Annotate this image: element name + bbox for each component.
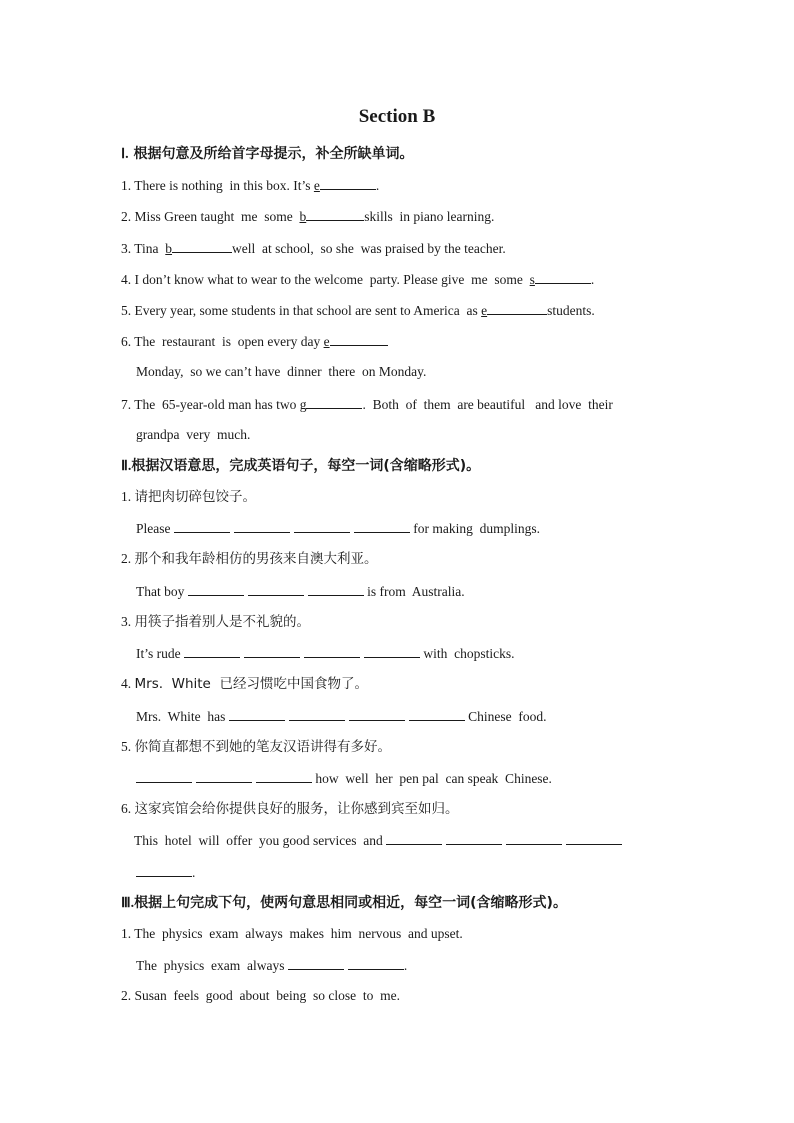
answer-blank[interactable] — [288, 957, 344, 970]
exercise-item — [121, 926, 463, 942]
answer-blank[interactable] — [320, 177, 376, 190]
answer-blank[interactable] — [566, 832, 622, 845]
answer-blank[interactable] — [244, 645, 300, 658]
item-text: Susan feels good about being so close to me. — [134, 988, 400, 1003]
item-number: 2. — [121, 988, 132, 1003]
item-number: 2. — [121, 209, 132, 224]
item-number: 6. — [121, 801, 132, 816]
answer-blank[interactable] — [229, 708, 285, 721]
letter-hint: e — [313, 178, 320, 193]
answer-line — [136, 770, 552, 787]
answer-blank[interactable] — [256, 770, 312, 783]
answer-blank[interactable] — [409, 708, 465, 721]
chinese-sentence: 你简直都想不到她的笔友汉语讲得有多好。 — [134, 739, 391, 755]
item-number: 5. — [121, 303, 132, 318]
answer-blank[interactable] — [306, 208, 364, 221]
chinese-sentence: 用筷子指着别人是不礼貌的。 — [134, 614, 310, 630]
item-text: . — [375, 178, 380, 193]
item-text: The physics exam always — [136, 958, 288, 973]
chinese-sentence: 这家宾馆会给你提供良好的服务，让你感到宾至如归。 — [134, 801, 459, 817]
letter-hint: e — [481, 303, 488, 318]
item-text: This hotel will offer you good services and — [134, 833, 387, 848]
item-number: 7. — [121, 397, 132, 412]
answer-blank[interactable] — [506, 832, 562, 845]
answer-line — [136, 957, 407, 974]
item-text: how well her pen pal can speak Chinese. — [312, 771, 552, 786]
answer-blank[interactable] — [196, 770, 252, 783]
letter-hint: b — [299, 209, 307, 224]
item-text: I don’t know what to wear to the welcome party. Please give me some — [134, 272, 530, 287]
answer-blank[interactable] — [446, 832, 502, 845]
item-period: . — [403, 958, 408, 973]
answer-blank[interactable] — [234, 520, 290, 533]
section-3-heading — [121, 895, 567, 912]
item-number: 6. — [121, 334, 132, 349]
chinese-sentence: 那个和我年龄相仿的男孩来自澳大利亚。 — [134, 551, 378, 567]
item-text: Chinese food. — [464, 709, 547, 724]
chinese-prompt — [121, 801, 459, 817]
answer-line — [136, 645, 515, 662]
answer-blank[interactable] — [330, 333, 388, 346]
section-2-instructions: 根据汉语意思，完成英语句子，每空一词(含缩略形式)。 — [131, 458, 481, 474]
chinese-prompt — [121, 676, 368, 692]
item-text: The restaurant is open every day — [134, 334, 324, 349]
exercise-item — [121, 302, 595, 319]
exercise-item-continuation: Monday, so we can’t have dinner there on Monday. — [136, 364, 427, 379]
answer-blank[interactable] — [364, 645, 420, 658]
item-text: well at school, so she was praised by the teacher. — [232, 241, 506, 256]
item-text: It’s rude — [136, 646, 184, 661]
answer-blank[interactable] — [386, 832, 442, 845]
exercise-item — [121, 333, 388, 350]
item-text: with chopsticks. — [420, 646, 515, 661]
answer-blank[interactable] — [304, 645, 360, 658]
answer-blank[interactable] — [349, 708, 405, 721]
chinese-prompt — [121, 551, 378, 567]
item-text: for making dumplings. — [409, 521, 540, 536]
answer-line — [136, 583, 465, 600]
item-text: . Both of them are beautiful and love their — [362, 397, 613, 412]
section-2-heading — [121, 458, 480, 475]
section-1-number: Ⅰ. — [121, 147, 129, 162]
answer-blank[interactable] — [308, 583, 364, 596]
answer-blank[interactable] — [174, 520, 230, 533]
item-text: is from Australia. — [363, 584, 465, 599]
section-3-instructions: 根据上句完成下句，使两句意思相同或相近，每空一词(含缩略形式)。 — [134, 895, 567, 911]
exercise-item — [121, 988, 400, 1004]
item-text: Every year, some students in that school are sent to America as — [134, 303, 482, 318]
answer-blank[interactable] — [248, 583, 304, 596]
section-3-number: Ⅲ. — [121, 896, 135, 911]
answer-line — [136, 520, 540, 537]
item-number: 4. — [121, 676, 132, 691]
chinese-prompt — [121, 614, 310, 630]
letter-hint: b — [165, 241, 173, 256]
letter-hint: s — [529, 272, 535, 287]
answer-blank[interactable] — [136, 770, 192, 783]
answer-blank[interactable] — [535, 271, 591, 284]
exercise-item — [121, 271, 594, 288]
page-title: Section B — [358, 106, 436, 127]
answer-blank[interactable] — [184, 645, 240, 658]
item-text: Miss Green taught me some — [134, 209, 300, 224]
item-text: Please — [136, 521, 174, 536]
answer-line — [136, 708, 547, 725]
answer-blank[interactable] — [294, 520, 350, 533]
item-text: . — [590, 272, 595, 287]
exercise-item — [121, 240, 506, 257]
letter-hint: g — [299, 397, 307, 412]
answer-blank[interactable] — [348, 957, 404, 970]
answer-line — [134, 832, 622, 849]
exercise-item — [121, 177, 379, 194]
answer-blank[interactable] — [289, 708, 345, 721]
item-text: The physics exam always makes him nervous and upset. — [134, 926, 463, 941]
item-text: students. — [547, 303, 595, 318]
item-number: 1. — [121, 926, 132, 941]
answer-blank[interactable] — [487, 302, 547, 315]
chinese-prompt — [121, 489, 256, 505]
exercise-item — [121, 396, 613, 413]
section-1-heading — [121, 146, 414, 163]
chinese-prompt — [121, 739, 391, 755]
answer-blank[interactable] — [172, 240, 232, 253]
item-number: 1. — [121, 178, 132, 193]
answer-blank[interactable] — [136, 864, 192, 877]
exercise-item-continuation: grandpa very much. — [136, 427, 251, 442]
item-number: 4. — [121, 272, 132, 287]
answer-line-continuation — [136, 864, 195, 881]
item-number: 5. — [121, 739, 132, 754]
answer-blank[interactable] — [188, 583, 244, 596]
item-text: skills in piano learning. — [364, 209, 495, 224]
item-text: Mrs. White has — [136, 709, 229, 724]
section-2-number: Ⅱ. — [121, 459, 132, 474]
item-number: 3. — [121, 241, 132, 256]
item-text: That boy — [136, 584, 188, 599]
item-text: Tina — [134, 241, 166, 256]
chinese-sentence: 请把肉切碎包饺子。 — [134, 489, 256, 505]
item-number: 2. — [121, 551, 132, 566]
section-1-instructions: 根据句意及所给首字母提示，补全所缺单词。 — [133, 146, 414, 162]
item-number: 1. — [121, 489, 132, 504]
chinese-sentence: Mrs. White 已经习惯吃中国食物了。 — [134, 676, 368, 692]
item-number: 3. — [121, 614, 132, 629]
exercise-item — [121, 208, 494, 225]
item-text: There is nothing in this box. It’s — [134, 178, 314, 193]
answer-blank[interactable] — [354, 520, 410, 533]
item-text: . — [192, 865, 196, 880]
item-text: The 65-year-old man has two — [134, 397, 300, 412]
answer-blank[interactable] — [306, 396, 362, 409]
letter-hint: e — [323, 334, 330, 349]
